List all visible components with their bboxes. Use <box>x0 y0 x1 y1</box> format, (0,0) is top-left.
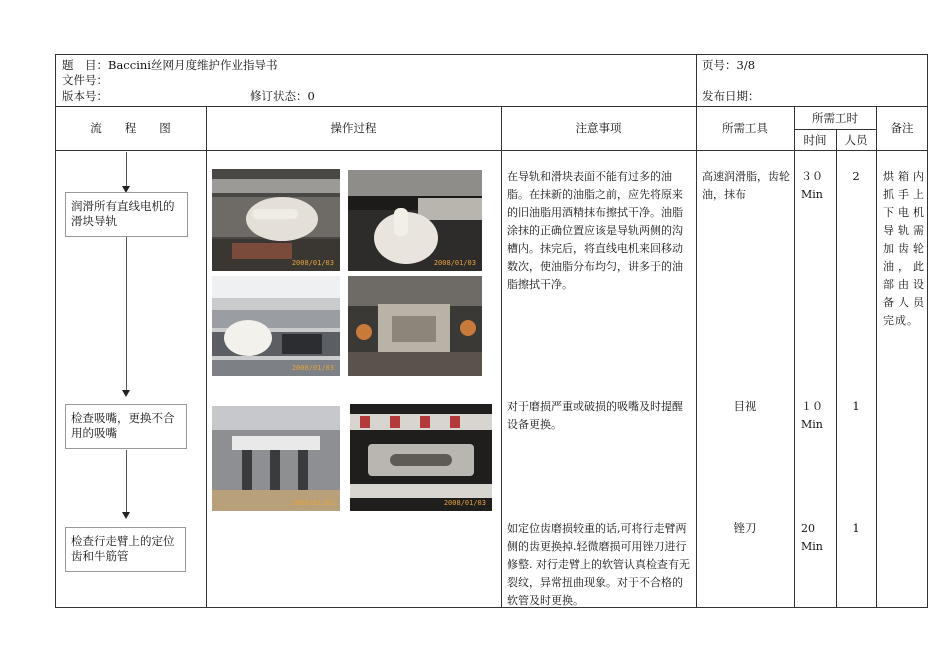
step1-tools: 高速润滑脂，齿轮油，抹布 <box>702 170 790 201</box>
step1-remark: 烘箱内抓手上下电机导轨需加齿轮油，此部由设备人员完成。 <box>883 170 925 327</box>
step3-people: 1 <box>852 521 860 535</box>
flow-step-arm: 检查行走臂上的定位齿和牛筋管 <box>65 527 186 572</box>
photo-timestamp: 2008/01/03 <box>291 259 334 267</box>
photo-nozzle-1 <box>212 406 340 511</box>
col-header-tools: 所需工具 <box>722 121 768 135</box>
flow-arrow-icon <box>122 512 130 519</box>
flow-step-lubricate: 润滑所有直线电机的滑块导轨 <box>65 192 188 237</box>
step3-time: 20 Min <box>801 522 823 553</box>
col-header-operation: 操作过程 <box>330 121 377 135</box>
col-header-time: 时间 <box>803 133 827 147</box>
version-label: 版本号： <box>62 89 108 103</box>
flow-arrow-icon <box>122 390 130 397</box>
col-rule-operation <box>501 106 502 607</box>
doc-title: 题 目：Baccini丝网月度维护作业指导书 <box>62 58 278 72</box>
page-number: 页号：3/8 <box>702 58 756 72</box>
step1-notes: 在导轨和滑块表面不能有过多的油脂。在抹新的油脂之前，应先将原来的旧油脂用酒精抹布擦拭干净。油脂涂抹的正确位置应该是导轨两侧的沟槽内。抹完后，将直线电机来回移动数次，使油脂分布均匀，讲多于的油脂擦拭干净。 <box>507 170 683 291</box>
header-bottom-rule <box>55 106 928 107</box>
col-header-notes: 注意事项 <box>575 121 622 135</box>
col-header-manhours: 所需工时 <box>812 111 858 125</box>
photo-rail-glove-3 <box>212 276 340 376</box>
step2-notes: 对于磨损严重或破损的吸嘴及时提醒设备更换。 <box>507 400 683 431</box>
step3-notes: 如定位齿磨损较重的话,可将行走臂两侧的齿更换掉.轻微磨损可用锉刀进行修整. 对行走臂上的软管认真检查有无裂纹，异常扭曲现象。对于不合格的软管及时更换。 <box>507 522 690 607</box>
col-header-remark: 备注 <box>890 121 914 135</box>
col-header-flow: 流 程 图 <box>90 121 171 135</box>
doc-number-label: 文件号： <box>62 73 108 87</box>
manhours-sub-rule <box>794 129 876 130</box>
col-rule-people <box>876 106 877 607</box>
release-date-label: 发布日期： <box>702 89 760 103</box>
photo-nozzle-2 <box>350 404 492 511</box>
step1-time: ３０ Min <box>801 170 823 201</box>
step3-tools: 锉刀 <box>733 521 757 535</box>
flow-step-nozzle: 检查吸嘴，更换不合用的吸嘴 <box>65 404 187 449</box>
flow-connector <box>126 450 127 513</box>
step2-tools: 目视 <box>733 399 757 413</box>
photo-rail-glove-1 <box>212 169 340 271</box>
column-header-bottom-rule <box>55 150 928 151</box>
flow-connector <box>126 152 127 186</box>
col-rule-tools <box>794 106 795 607</box>
photo-timestamp: 2008/01/03 <box>291 364 334 372</box>
photo-slider-assembly <box>348 276 482 376</box>
revision-status: 修订状态：0 <box>250 89 315 103</box>
photo-timestamp: 2008/01/03 <box>443 499 486 507</box>
step2-people: 1 <box>852 399 860 413</box>
flow-connector <box>126 237 127 391</box>
col-rule-flow <box>206 106 207 607</box>
photo-timestamp: 2008/01/03 <box>433 259 476 267</box>
step1-people: 2 <box>852 169 860 183</box>
step2-time: １０ Min <box>801 400 823 431</box>
col-header-people: 人员 <box>844 133 868 147</box>
photo-rail-glove-2 <box>348 170 482 271</box>
photo-timestamp: 2008/01/03 <box>291 499 334 507</box>
